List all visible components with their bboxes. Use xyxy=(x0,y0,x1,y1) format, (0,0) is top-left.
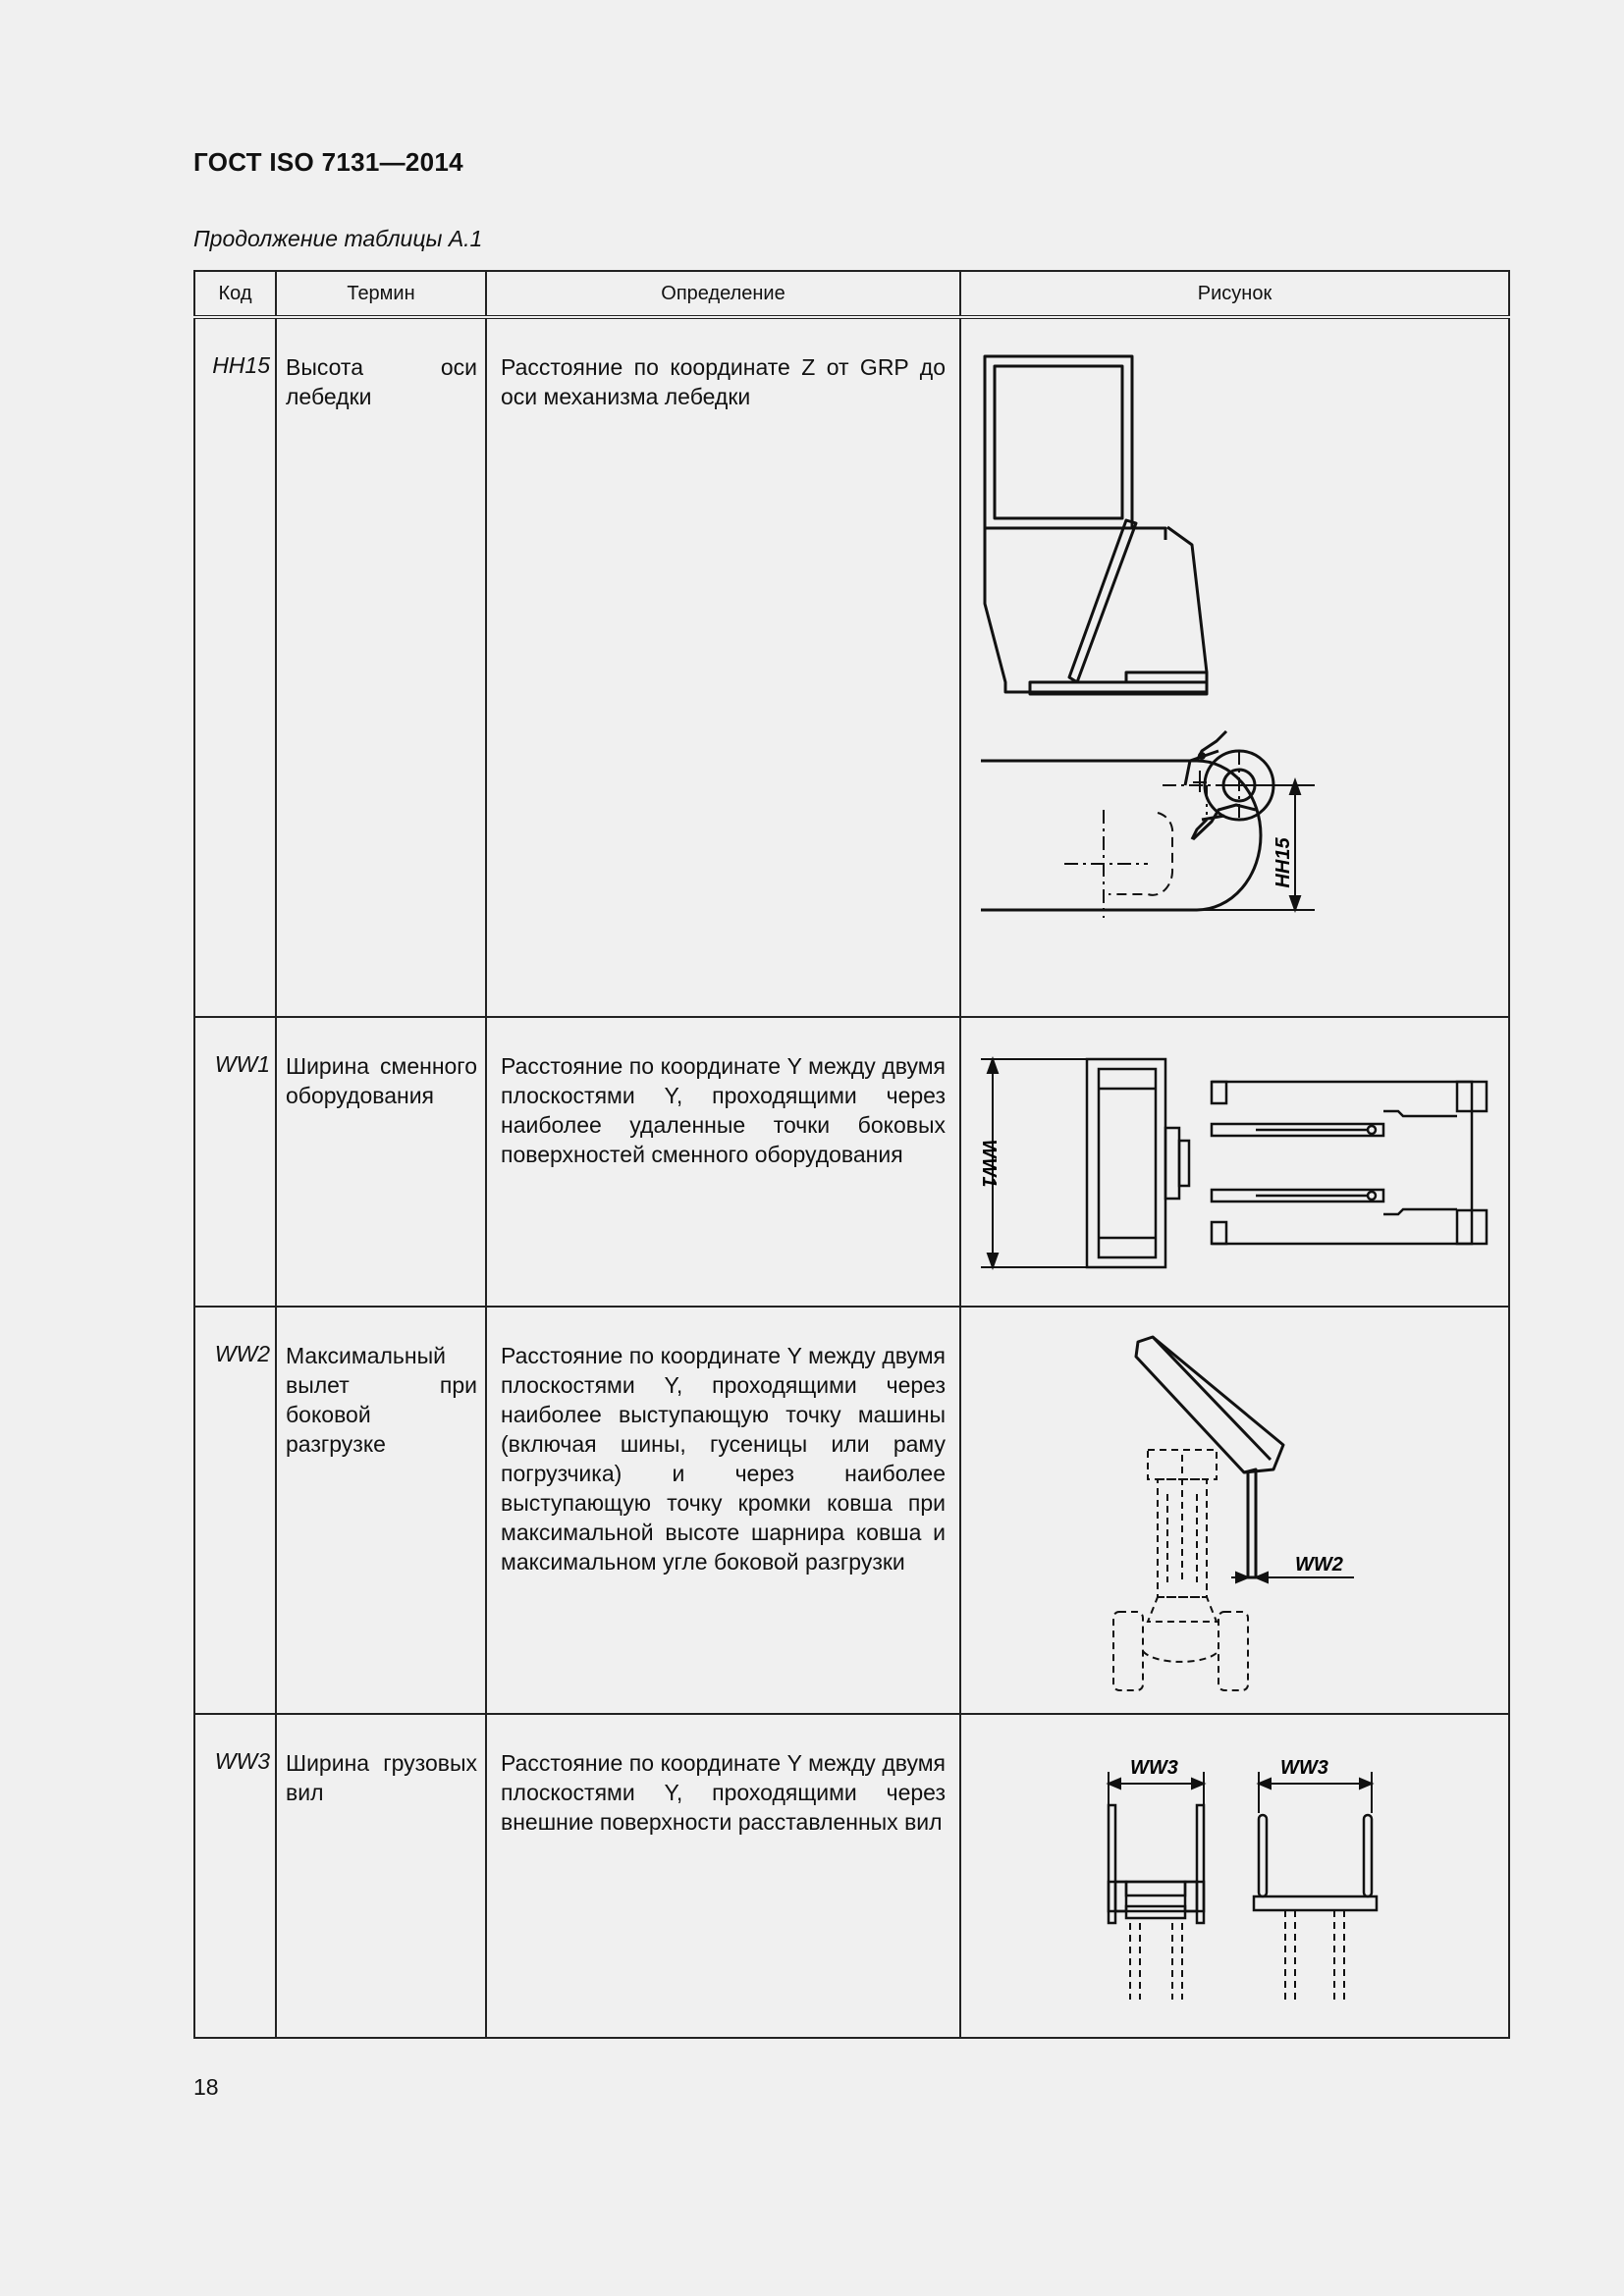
terms-table xyxy=(193,270,1510,2039)
row-definition: Расстояние по координате Y между двумя плоскостями Y, проходящими через внешние поверхности расставленных вил xyxy=(486,1714,960,2038)
row-definition: Расстояние по координате Z от GRP до оси механизма лебедки xyxy=(486,317,960,1017)
side-dump-reach-diagram xyxy=(961,1308,1506,1713)
winch-height-diagram xyxy=(961,319,1506,1016)
column-header-term: Термин xyxy=(276,271,486,317)
figure-dimension-label: WW3 xyxy=(1280,1757,1328,1779)
row-code: HH15 xyxy=(194,317,276,1017)
table-row xyxy=(194,1714,1509,2038)
table-caption: Продолжение таблицы А.1 xyxy=(193,226,483,251)
row-term: Ширина грузовых вил xyxy=(276,1714,486,2038)
table-row xyxy=(194,1307,1509,1714)
row-term: Максимальный вылет при боковой разгрузке xyxy=(276,1307,486,1714)
row-code: WW3 xyxy=(194,1714,276,2038)
attachment-width-diagram xyxy=(961,1018,1506,1306)
figure-cell xyxy=(960,1714,1509,2038)
figure-dimension-label: HH15 xyxy=(1272,837,1294,888)
figure-dimension-label: WW1 xyxy=(978,1139,1000,1188)
row-term: Высота оси лебедки xyxy=(276,317,486,1017)
figure-cell xyxy=(960,1307,1509,1714)
figure-dimension-label: WW3 xyxy=(1130,1757,1178,1779)
table-header-row xyxy=(194,271,1509,317)
table-row xyxy=(194,317,1509,1017)
column-header-definition: Определение xyxy=(486,271,960,317)
document-standard-code: ГОСТ ISO 7131—2014 xyxy=(193,147,463,177)
row-code: WW1 xyxy=(194,1017,276,1307)
table-row xyxy=(194,1017,1509,1307)
figure-cell xyxy=(960,317,1509,1017)
figure-cell xyxy=(960,1017,1509,1307)
column-header-code: Код xyxy=(194,271,276,317)
row-definition: Расстояние по координате Y между двумя плоскостями Y, проходящими через наиболее выступающую точку машины (включая шины, гусеницы или раму погрузчика) и через наиболее выступающую точку кромки ковша при максимальной высоте шарнира ковша и максимальном угле боковой разгрузки xyxy=(486,1307,960,1714)
figure-dimension-label: WW2 xyxy=(1295,1554,1343,1575)
fork-width-diagram xyxy=(961,1715,1506,2037)
column-header-figure: Рисунок xyxy=(960,271,1509,317)
row-definition: Расстояние по координате Y между двумя плоскостями Y, проходящими через наиболее удаленные точки боковых поверхностей сменного оборудования xyxy=(486,1017,960,1307)
page-number: 18 xyxy=(193,2074,219,2100)
row-code: WW2 xyxy=(194,1307,276,1714)
row-term: Ширина сменного оборудования xyxy=(276,1017,486,1307)
